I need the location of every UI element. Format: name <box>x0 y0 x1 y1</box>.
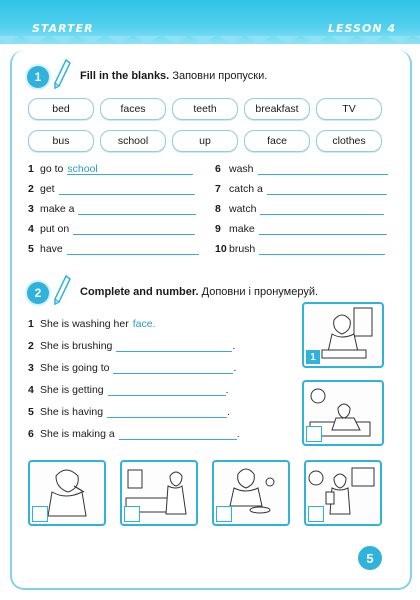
task1-instruction <box>80 70 267 82</box>
answer-text: face. <box>132 318 156 330</box>
task2-badge: 2 <box>27 282 49 304</box>
task2-instruction-bold: Complete and number. <box>80 286 199 298</box>
item-text: She is having <box>40 406 104 418</box>
word-chip: TV <box>316 98 382 120</box>
task1-item <box>28 163 193 175</box>
item-text: She is making a <box>40 428 115 440</box>
answer-blank[interactable] <box>73 223 195 235</box>
header-wave-border <box>0 36 420 50</box>
item-number: 3 <box>28 203 34 215</box>
task2-item <box>28 340 235 352</box>
picture-getting-up <box>302 380 384 446</box>
item-number: 7 <box>215 183 221 195</box>
picture-washing-face <box>302 302 384 368</box>
word-chip: breakfast <box>244 98 310 120</box>
picture-number-box[interactable] <box>308 506 324 522</box>
item-text: watch <box>229 203 257 215</box>
item-number: 8 <box>215 203 221 215</box>
item-number: 10 <box>215 243 227 255</box>
answer-blank[interactable] <box>113 362 233 374</box>
item-text: She is getting <box>40 384 104 396</box>
item-text: make a <box>40 203 75 215</box>
picture-number-box[interactable] <box>32 506 48 522</box>
item-text: wash <box>229 163 254 175</box>
item-text: She is washing her <box>40 318 129 330</box>
item-end: . <box>227 406 230 418</box>
task1-instruction-bold: Fill in the blanks. <box>80 70 170 82</box>
task1-item <box>215 223 387 235</box>
word-chip: bed <box>28 98 94 120</box>
word-chip: school <box>100 130 166 152</box>
item-text: She is going to <box>40 362 110 374</box>
picture-number-box[interactable] <box>216 506 232 522</box>
page-number: 5 <box>358 546 382 570</box>
task2-instruction <box>80 286 318 298</box>
item-number: 9 <box>215 223 221 235</box>
task2-instruction-ua: Доповни і пронумеруй. <box>201 286 319 298</box>
picture-number-box[interactable] <box>306 426 322 442</box>
item-number: 2 <box>28 183 34 195</box>
item-text: go to <box>40 163 64 175</box>
task2-item <box>28 384 229 396</box>
item-text: get <box>40 183 55 195</box>
item-end: . <box>232 340 236 352</box>
item-text: make <box>229 223 255 235</box>
answer-blank[interactable] <box>267 183 387 195</box>
item-number: 3 <box>28 362 34 374</box>
picture-having-breakfast <box>212 460 290 526</box>
item-text: catch a <box>229 183 263 195</box>
answer-text: school <box>67 163 98 175</box>
answer-blank[interactable] <box>78 203 196 215</box>
task1-item <box>28 223 195 235</box>
picture-number-box[interactable] <box>124 506 140 522</box>
item-number: 5 <box>28 406 34 418</box>
item-number: 4 <box>28 223 34 235</box>
item-end: . <box>236 428 240 440</box>
answer-blank[interactable] <box>108 384 226 396</box>
answer-blank[interactable] <box>259 223 387 235</box>
answer-blank[interactable] <box>116 340 232 352</box>
item-number: 5 <box>28 243 34 255</box>
word-chip: bus <box>28 130 94 152</box>
item-text: She is brushing <box>40 340 113 352</box>
answer-blank[interactable] <box>260 203 384 215</box>
answer-blank[interactable] <box>67 163 193 175</box>
item-number: 1 <box>28 163 34 175</box>
task1-item <box>28 183 195 195</box>
item-text: put on <box>40 223 70 235</box>
task1-item <box>28 203 196 215</box>
task1-instruction-ua: Заповни пропуски. <box>172 70 268 82</box>
item-end: . <box>233 362 237 374</box>
picture-number-label: 1 <box>306 350 320 364</box>
answer-blank[interactable] <box>107 406 227 418</box>
word-chip: clothes <box>316 130 382 152</box>
task2-item <box>28 428 240 440</box>
word-chip: faces <box>100 98 166 120</box>
word-chip: up <box>172 130 238 152</box>
answer-blank[interactable] <box>59 183 195 195</box>
answer-blank[interactable] <box>67 243 199 255</box>
picture-making-bed <box>120 460 198 526</box>
picture-going-to-school <box>304 460 382 526</box>
task1-item <box>215 243 385 255</box>
task1-item <box>215 203 384 215</box>
word-chip: face <box>244 130 310 152</box>
answer-blank[interactable] <box>259 243 385 255</box>
item-number: 1 <box>28 318 34 330</box>
task2-item <box>28 362 236 374</box>
pencil-icon <box>52 274 72 306</box>
task2-item <box>28 318 155 330</box>
starter-label: STARTER <box>32 22 94 35</box>
item-number: 4 <box>28 384 34 396</box>
task1-badge: 1 <box>27 66 49 88</box>
item-number: 2 <box>28 340 34 352</box>
lesson-label: LESSON 4 <box>328 22 397 35</box>
task1-item <box>215 163 388 175</box>
task1-item <box>215 183 387 195</box>
picture-brushing-teeth <box>28 460 106 526</box>
item-number: 6 <box>215 163 221 175</box>
task2-item <box>28 406 230 418</box>
item-text: have <box>40 243 63 255</box>
item-number: 6 <box>28 428 34 440</box>
task1-item <box>28 243 199 255</box>
answer-blank[interactable] <box>258 163 388 175</box>
pencil-icon <box>52 58 72 90</box>
word-chip: teeth <box>172 98 238 120</box>
answer-blank[interactable] <box>119 428 237 440</box>
item-end: . <box>225 384 229 396</box>
item-text: brush <box>229 243 256 255</box>
